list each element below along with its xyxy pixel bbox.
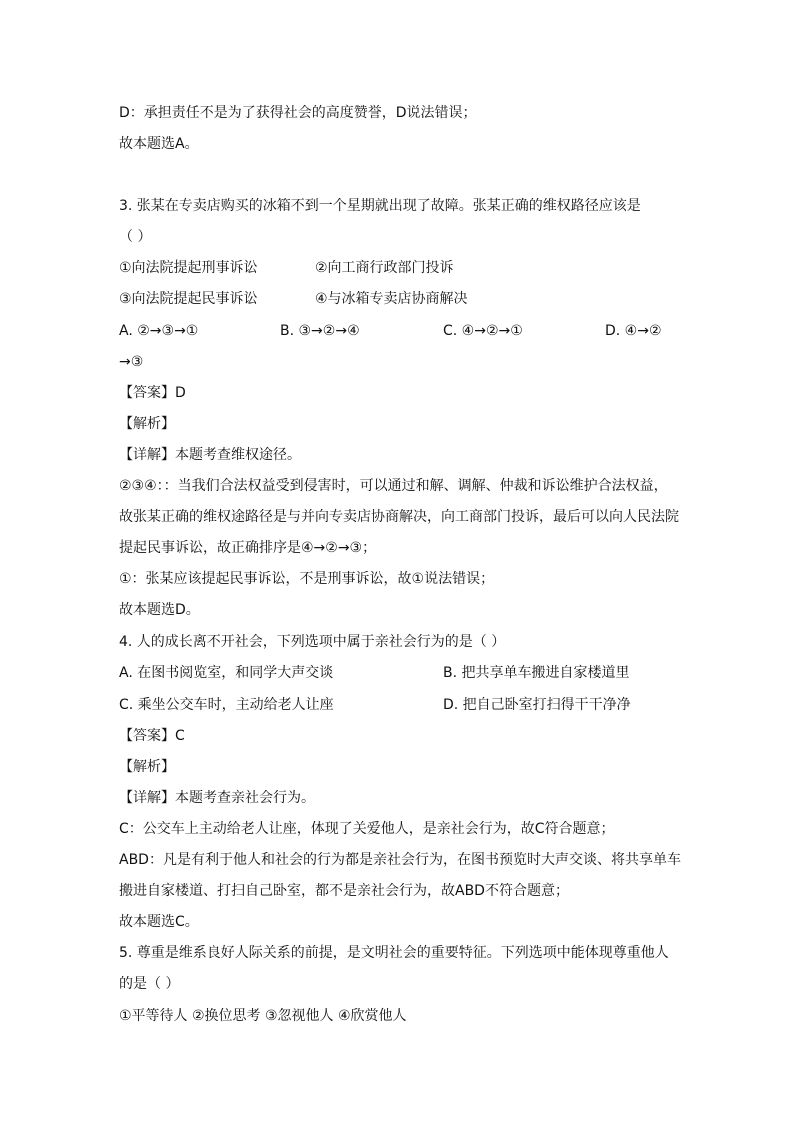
- q3-explanation-2: 故张某正确的维权途路径是与并向专卖店协商解决，向工商部门投诉，最后可以向人民法院: [119, 509, 679, 525]
- question-3-paren: （ ）: [119, 229, 152, 245]
- q4-option-b: B. 把共享单车搬进自家楼道里: [443, 665, 630, 681]
- q3-option-c: C. ④→②→①: [443, 323, 523, 339]
- q4-explanation-2: ABD：凡是有利于他人和社会的行为都是亲社会行为，在图书预览时大声交谈、将共享单车: [119, 852, 681, 868]
- q4-option-c: C. 乘坐公交车时，主动给老人让座: [119, 697, 334, 713]
- question-4-stem: 4. 人的成长离不开社会，下列选项中属于亲社会行为的是（ ）: [119, 634, 506, 650]
- q4-explanation-1: C：公交车上主动给老人让座，体现了关爱他人，是亲社会行为，故C符合题意；: [119, 821, 615, 837]
- q3-analysis: 【解析】: [119, 416, 175, 432]
- q3-answer: 【答案】D: [119, 385, 186, 401]
- question-5-stem-1: 5. 尊重是维系良好人际关系的前提，是文明社会的重要特征。下列选项中能体现尊重他人: [119, 945, 669, 961]
- q3-explanation-1: ②③④：：当我们合法权益受到侵害时，可以通过和解、调解、仲裁和诉讼维护合法权益，: [119, 478, 668, 494]
- q3-option-a: A. ②→③→①: [119, 323, 199, 339]
- q4-answer: 【答案】C: [119, 728, 185, 744]
- q4-analysis: 【解析】: [119, 759, 175, 775]
- q4-final: 故本题选C。: [119, 914, 199, 930]
- q3-detail: 【详解】本题考查维权途径。: [119, 447, 301, 463]
- q4-explanation-3: 搬进自家楼道、打扫自己卧室，都不是亲社会行为，故ABD不符合题意；: [119, 883, 569, 899]
- question-3-stem: 3. 张某在专卖店购买的冰箱不到一个星期就出现了故障。张某正确的维权路径应该是: [119, 198, 641, 214]
- q4-detail: 【详解】本题考查亲社会行为。: [119, 790, 315, 806]
- q3-final: 故本题选D。: [119, 602, 200, 618]
- q3-item-1: ①向法院提起刑事诉讼: [119, 260, 258, 276]
- q3-option-d-cont: →③: [119, 354, 144, 370]
- q3-option-d: D. ④→②: [605, 323, 662, 339]
- q3-item-4: ④与冰箱专卖店协商解决: [315, 291, 468, 307]
- q3-option-b: B. ③→②→④: [280, 323, 360, 339]
- text-line: 故本题选A。: [119, 136, 199, 152]
- q4-option-a: A. 在图书阅览室，和同学大声交谈: [119, 665, 334, 681]
- q4-option-d: D. 把自己卧室打扫得干干净净: [443, 697, 631, 713]
- q3-explanation-4: ①：张某应该提起民事诉讼，不是刑事诉讼，故①说法错误；: [119, 571, 495, 587]
- question-5-stem-2: 的是（ ）: [119, 976, 180, 992]
- q5-items: ①平等待人 ②换位思考 ③忽视他人 ④欣赏他人: [119, 1008, 407, 1024]
- text-line: D：承担责任不是为了获得社会的高度赞誉，D说法错误；: [119, 105, 477, 121]
- q3-item-2: ②向工商行政部门投诉: [315, 260, 454, 276]
- q3-explanation-3: 提起民事诉讼，故正确排序是④→②→③；: [119, 540, 377, 556]
- q3-item-3: ③向法院提起民事诉讼: [119, 291, 258, 307]
